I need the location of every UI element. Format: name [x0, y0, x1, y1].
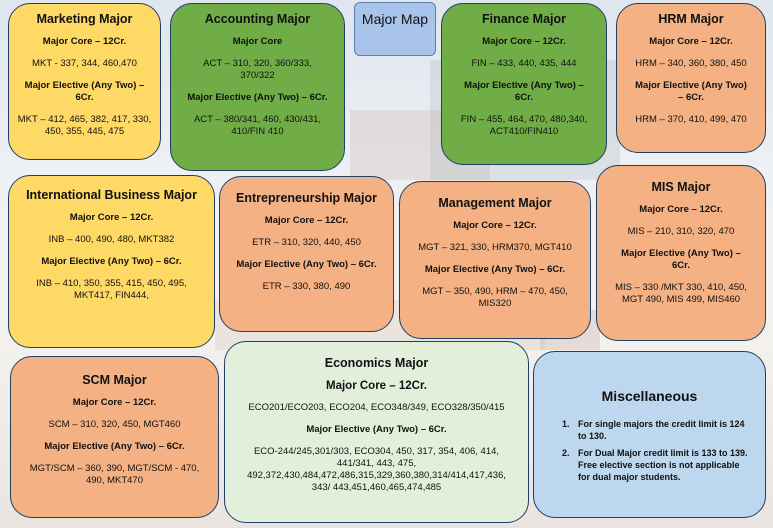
- card-title: Marketing Major: [36, 12, 133, 26]
- card-title: Accounting Major: [204, 12, 311, 26]
- elective-courses: ACT – 380/341, 460, 430/431, 410/FIN 410: [193, 114, 322, 137]
- elective-courses: FIN – 455, 464, 470, 480,340, ACT410/FIN410: [460, 114, 588, 137]
- major-map-title: Major Map: [354, 2, 436, 56]
- entrepreneurship-major-card: [219, 176, 394, 332]
- core-courses: HRM – 340, 360, 380, 450: [635, 58, 747, 69]
- miscellaneous-card: [533, 351, 766, 518]
- elective-heading: Major Elective (Any Two) – 6Cr.: [464, 80, 584, 103]
- management-major-card: [399, 181, 591, 339]
- core-courses: FIN – 433, 440, 435, 444: [471, 58, 577, 69]
- card-title: HRM Major: [658, 12, 724, 26]
- card-title: Finance Major: [481, 12, 567, 26]
- card-title: Entrepreneurship Major: [236, 191, 377, 205]
- economics-major-card: [224, 341, 529, 523]
- core-heading: Major Core – 12Cr.: [326, 380, 427, 392]
- elective-heading: Major Elective (Any Two) – 6Cr.: [41, 256, 182, 267]
- core-heading: Major Core – 12Cr.: [72, 397, 157, 408]
- core-heading: Major Core – 12Cr.: [649, 36, 733, 47]
- mis-major-card: [596, 165, 766, 341]
- core-courses: MGT – 321, 330, HRM370, MGT410: [418, 242, 572, 253]
- card-title: International Business Major: [26, 188, 197, 202]
- note-item: 1. For single majors the credit limit is 124 to 130.: [572, 418, 751, 442]
- elective-heading: Major Elective (Any Two) – 6Cr.: [424, 264, 566, 275]
- notes-list: [542, 418, 757, 488]
- core-heading: Major Core – 12Cr.: [42, 36, 127, 47]
- international-business-major-card: [8, 175, 215, 348]
- core-heading: Major Core – 12Cr.: [639, 204, 723, 215]
- elective-courses: MKT – 412, 465, 382, 417, 330, 450, 355, 445, 475: [17, 114, 152, 137]
- card-title: Management Major: [438, 196, 552, 210]
- note-item: 2. For Dual Major credit limit is 133 to 139. Free elective section is not applicable for dual major students.: [572, 447, 751, 483]
- card-title: Economics Major: [324, 356, 429, 370]
- core-heading: Major Core – 12Cr.: [264, 215, 349, 226]
- elective-heading: Major Elective (Any Two) – 6Cr.: [621, 248, 741, 271]
- card-title: MIS Major: [651, 180, 711, 194]
- core-courses: INB – 400, 490, 480, MKT382: [48, 234, 175, 245]
- elective-courses: MGT/SCM – 360, 390, MGT/SCM - 470, 490, MKT470: [29, 463, 200, 486]
- scm-major-card: [10, 356, 219, 518]
- core-heading: Major Core – 12Cr.: [482, 36, 566, 47]
- core-heading: Major Core – 12Cr.: [69, 212, 154, 223]
- elective-heading: Major Elective (Any Two) – 6Cr.: [306, 424, 447, 435]
- card-title: SCM Major: [82, 373, 147, 387]
- core-courses: MIS – 210, 310, 320, 470: [627, 226, 735, 237]
- core-heading: Major Core: [232, 36, 283, 47]
- hrm-major-card: [616, 3, 766, 153]
- core-courses: MKT - 337, 344, 460,470: [32, 58, 137, 69]
- elective-heading: Major Elective (Any Two) – 6Cr.: [187, 92, 328, 103]
- elective-courses: HRM – 370, 410, 499, 470: [635, 114, 747, 125]
- core-courses: ETR – 310, 320, 440, 450: [252, 237, 361, 248]
- elective-heading: Major Elective (Any Two) – 6Cr.: [236, 259, 377, 270]
- elective-heading: Major Elective (Any Two) – 6Cr.: [635, 80, 747, 103]
- core-courses: SCM – 310, 320, 450, MGT460: [48, 419, 181, 430]
- elective-courses: MIS – 330 /MKT 330, 410, 450, MGT 490, MIS 499, MIS460: [615, 282, 747, 305]
- elective-courses: MGT – 350, 490, HRM – 470, 450, MIS320: [422, 286, 568, 309]
- core-courses: ACT – 310, 320, 360/333, 370/322: [203, 58, 312, 81]
- core-courses: ECO201/ECO203, ECO204, ECO348/349, ECO328/350/415: [248, 402, 505, 413]
- accounting-major-card: [170, 3, 345, 171]
- elective-heading: Major Elective (Any Two) – 6Cr.: [24, 80, 145, 103]
- elective-courses: ETR – 330, 380, 490: [262, 281, 351, 292]
- card-title: Miscellaneous: [601, 388, 698, 404]
- elective-heading: Major Elective (Any Two) – 6Cr.: [44, 441, 185, 452]
- finance-major-card: [441, 3, 607, 165]
- elective-courses: ECO-244/245,301/303, ECO304, 450, 317, 354, 406, 414, 441/341, 443, 475, 492,372,430,484,472,486,315,329,360,380,314/414,417,436, 343/ 443,451,460,465,474,485: [247, 446, 506, 493]
- elective-courses: INB – 410, 350, 355, 415, 450, 495, MKT417, FIN444,: [36, 278, 187, 301]
- core-heading: Major Core – 12Cr.: [453, 220, 537, 231]
- marketing-major-card: [8, 3, 161, 160]
